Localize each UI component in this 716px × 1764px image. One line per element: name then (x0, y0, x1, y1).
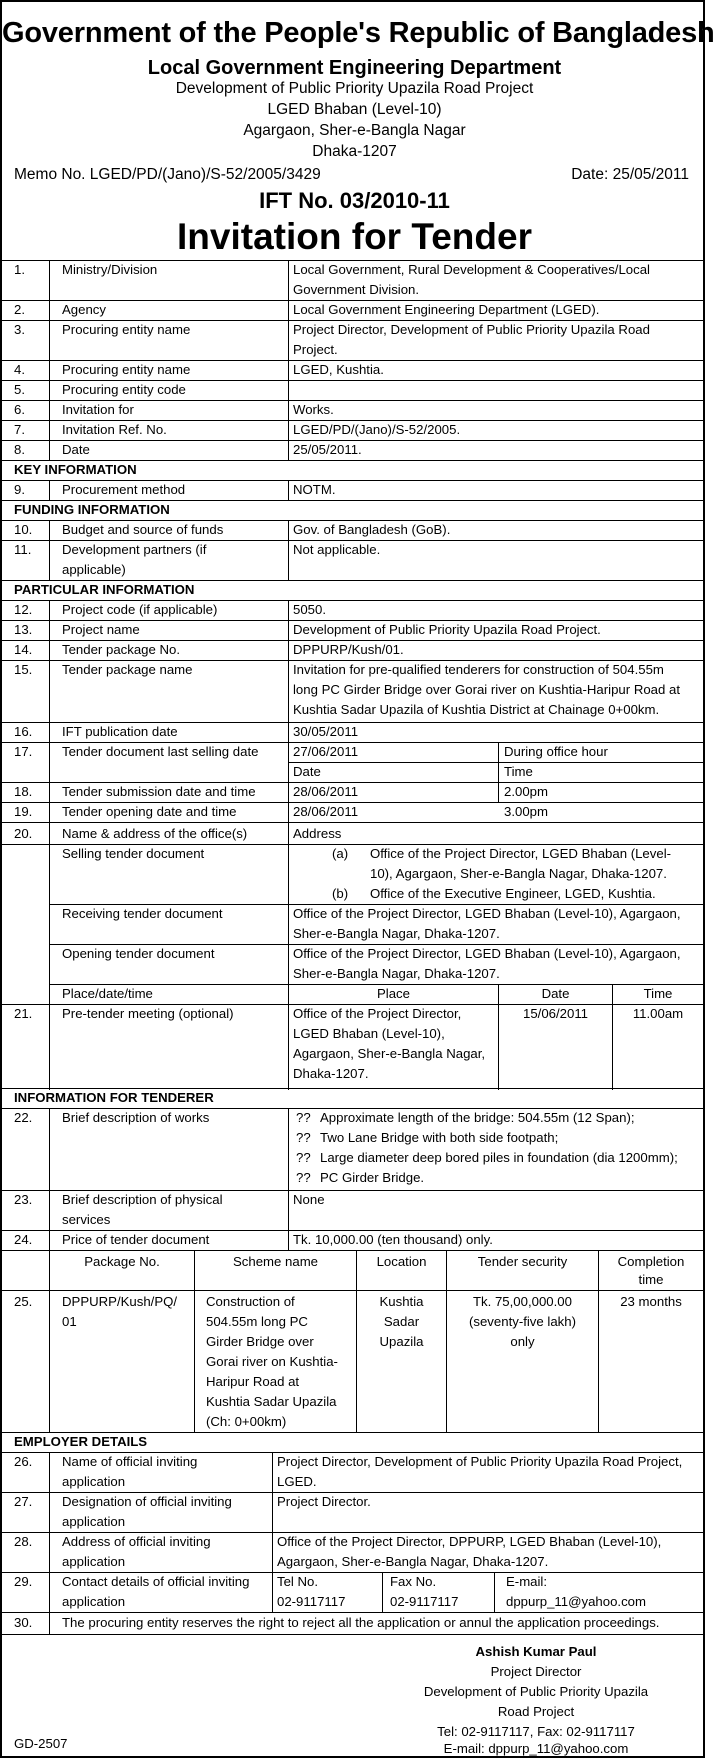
row-value: LGED/PD/(Jano)/S-52/2005. (293, 422, 461, 437)
row-value: LGED. (277, 1474, 317, 1489)
memo-date: Date: 25/05/2011 (571, 166, 689, 183)
fax-value: 02-9117117 (390, 1594, 459, 1609)
row-number: 19. (14, 804, 33, 819)
row-label: Invitation for (62, 402, 134, 417)
section-heading: FUNDING INFORMATION (14, 502, 170, 517)
signatory-email: E-mail: dppurp_11@yahoo.com (443, 1741, 629, 1756)
row-label: Tender submission date and time (62, 784, 256, 799)
row-number: 20. (14, 826, 33, 841)
table-rule (288, 480, 289, 500)
row-value: 15/06/2011 (522, 1006, 589, 1021)
location-value: Kushtia (379, 1294, 424, 1309)
row-value: Gov. of Bangladesh (GoB). (293, 522, 451, 537)
row-value: 27/06/2011 (293, 744, 359, 759)
security-value: (seventy-five lakh) (468, 1314, 576, 1329)
bullet-icon: ?? (296, 1170, 311, 1185)
row-value: Approximate length of the bridge: 504.55m (12 Span); (320, 1110, 635, 1125)
row-number: 30. (14, 1615, 33, 1630)
row-value: Office of the Executive Engineer, LGED, Kushtia. (370, 886, 656, 901)
row-number: 2. (14, 302, 25, 317)
row-value: Agargaon, Sher-e-Bangla Nagar, Dhaka-1207. (277, 1554, 549, 1569)
row-number: 3. (14, 322, 25, 337)
row-label: Project code (if applicable) (62, 602, 218, 617)
list-marker: (a) (332, 846, 349, 861)
row-label: Tender package No. (62, 642, 181, 657)
signatory-project: Road Project (497, 1704, 575, 1719)
row-value: Dhaka-1207. (293, 1066, 369, 1081)
row-label: services (62, 1212, 111, 1227)
project-name: Development of Public Priority Upazila Road Project (175, 80, 534, 97)
row-label: application (62, 1514, 126, 1529)
row-label: Project name (62, 622, 140, 637)
column-header-date: Date (541, 986, 570, 1001)
row-label: Opening tender document (62, 946, 215, 961)
row-number: 7. (14, 422, 25, 437)
scheme-name: 504.55m long PC (206, 1314, 308, 1329)
row-value: Invitation for pre-qualified tenderers for construction of 504.55m (293, 662, 664, 677)
row-value: Sher-e-Bangla Nagar, Dhaka-1207. (293, 926, 500, 941)
column-header-completion: time (638, 1272, 664, 1287)
row-value: DPPURP/Kush/01. (293, 642, 404, 657)
row-number: 13. (14, 622, 33, 637)
row-number: 23. (14, 1192, 33, 1207)
bullet-icon: ?? (296, 1150, 311, 1165)
row-label: Contact details of official inviting (62, 1574, 250, 1589)
row-value: 28/06/2011 (293, 804, 359, 819)
row-label: Price of tender document (62, 1232, 210, 1247)
package-number: DPPURP/Kush/PQ/ (62, 1294, 178, 1309)
table-rule (49, 1452, 50, 1634)
row-label: Tender document last selling date (62, 744, 259, 759)
row-value: Tk. 10,000.00 (ten thousand) only. (293, 1232, 493, 1247)
row-number: 27. (14, 1494, 33, 1509)
email-value: dppurp_11@yahoo.com (506, 1594, 646, 1609)
row-label: application (62, 1474, 126, 1489)
row-value: Not applicable. (293, 542, 381, 557)
tel-value: 02-9117117 (277, 1594, 346, 1609)
row-label: Brief description of physical (62, 1192, 223, 1207)
fax-label: Fax No. (390, 1574, 437, 1589)
scheme-name: Construction of (206, 1294, 295, 1309)
table-rule (288, 520, 289, 580)
table-rule (49, 520, 50, 580)
row-value: 3.00pm (504, 804, 548, 819)
row-label: Procuring entity name (62, 322, 191, 337)
security-value: Tk. 75,00,000.00 (473, 1294, 572, 1309)
row-value: Project Director, Development of Public Priority Upazila Road Project, (277, 1454, 683, 1469)
row-value: PC Girder Bridge. (320, 1170, 425, 1185)
row-number: 15. (14, 662, 33, 677)
row-label: application (62, 1594, 126, 1609)
row-value: Government Division. (293, 282, 420, 297)
row-number: 9. (14, 482, 25, 497)
row-label: Procuring entity name (62, 362, 191, 377)
row-number: 22. (14, 1110, 33, 1125)
column-header-time: Time (643, 986, 673, 1001)
scheme-name: Haripur Road at (206, 1374, 300, 1389)
row-value: 28/06/2011 (293, 784, 359, 799)
column-header-scheme: Scheme name (232, 1254, 319, 1269)
signatory-project: Development of Public Priority Upazila (423, 1684, 649, 1699)
row-value: Two Lane Bridge with both side footpath; (320, 1130, 559, 1145)
row-number: 8. (14, 442, 25, 457)
row-value: Project Director. (277, 1494, 371, 1509)
table-rule (288, 260, 289, 460)
row-label: IFT publication date (62, 724, 178, 739)
row-value: Sher-e-Bangla Nagar, Dhaka-1207. (293, 966, 500, 981)
signatory-title: Project Director (490, 1664, 582, 1679)
table-rule (288, 1108, 289, 1250)
list-marker: (b) (332, 886, 349, 901)
row-number: 29. (14, 1574, 33, 1589)
row-number: 24. (14, 1232, 33, 1247)
row-value: Office of the Project Director, (293, 1006, 462, 1021)
row-value: Large diameter deep bored piles in foundation (dia 1200mm); (320, 1150, 678, 1165)
row-value: Office of the Project Director, DPPURP, LGED Bhaban (Level-10), (277, 1534, 662, 1549)
row-label: Pre-tender meeting (optional) (62, 1006, 234, 1021)
row-value: 11.00am (632, 1006, 684, 1021)
memo-number: Memo No. LGED/PD/(Jano)/S-52/2005/3429 (14, 166, 321, 183)
row-label: Procuring entity code (62, 382, 186, 397)
row-label: Selling tender document (62, 846, 205, 861)
row-value: Address (293, 826, 342, 841)
table-rule (49, 480, 50, 500)
scheme-name: Kushtia Sadar Upazila (206, 1394, 337, 1409)
completion-value: 23 months (620, 1294, 682, 1309)
row-label: Name & address of the office(s) (62, 826, 248, 841)
row-value: The procuring entity reserves the right to reject all the application or annul the application proceedings. (62, 1615, 660, 1630)
scheme-name: Gorai river on Kushtia- (206, 1354, 338, 1369)
row-number: 1. (14, 262, 25, 277)
location-value: Sadar (383, 1314, 420, 1329)
table-rule (49, 260, 50, 460)
row-value: Office of the Project Director, LGED Bhaban (Level-10), Agargaon, (293, 906, 681, 921)
row-label: Development partners (if (62, 542, 207, 557)
row-number: 16. (14, 724, 33, 739)
row-number: 6. (14, 402, 25, 417)
row-number: 25. (14, 1294, 33, 1309)
package-number: 01 (62, 1314, 77, 1329)
row-label: Invitation Ref. No. (62, 422, 167, 437)
column-header-location: Location (376, 1254, 427, 1269)
row-label: Place/date/time (62, 986, 153, 1001)
row-value: Project. (293, 342, 338, 357)
table-rule (2, 822, 703, 823)
row-value: None (293, 1192, 325, 1207)
row-label: Tender opening date and time (62, 804, 237, 819)
row-number: 10. (14, 522, 33, 537)
location-value: Upazila (379, 1334, 424, 1349)
row-value: Office of the Project Director, LGED Bhaban (Level- (370, 846, 672, 861)
row-value: Project Director, Development of Public Priority Upazila Road (293, 322, 650, 337)
row-value: long PC Girder Bridge over Gorai river on Kushtia-Haripur Road at (293, 682, 681, 697)
section-heading: KEY INFORMATION (14, 462, 137, 477)
row-value: 30/05/2011 (293, 724, 359, 739)
table-rule (2, 1634, 703, 1635)
department-name: Local Government Engineering Department (147, 57, 562, 79)
row-value: LGED, Kushtia. (293, 362, 384, 377)
email-label: E-mail: (506, 1574, 548, 1589)
column-header-security: Tender security (477, 1254, 568, 1269)
section-heading: PARTICULAR INFORMATION (14, 582, 195, 597)
section-heading: EMPLOYER DETAILS (14, 1434, 148, 1449)
row-value: 2.00pm (504, 784, 548, 799)
row-value: Agargaon, Sher-e-Bangla Nagar, (293, 1046, 486, 1061)
scheme-name: (Ch: 0+00km) (206, 1414, 287, 1429)
column-header-time: Time (504, 764, 533, 779)
row-label: Date (62, 442, 90, 457)
signatory-name: Ashish Kumar Paul (475, 1644, 597, 1659)
table-rule (288, 600, 289, 1090)
row-value: 10), Agargaon, Sher-e-Bangla Nagar, Dhaka-1207. (370, 866, 667, 881)
column-header-package: Package No. (84, 1254, 160, 1269)
table-rule (382, 1572, 383, 1612)
row-label: Name of official inviting (62, 1454, 198, 1469)
row-value: NOTM. (293, 482, 336, 497)
row-number: 21. (14, 1006, 33, 1021)
row-number: 26. (14, 1454, 33, 1469)
column-header-place: Place (377, 986, 410, 1001)
signatory-contact: Tel: 02-9117117, Fax: 02-9117117 (437, 1724, 635, 1739)
scheme-name: Girder Bridge over (206, 1334, 314, 1349)
row-value: 5050. (293, 602, 327, 617)
row-label: Procurement method (62, 482, 186, 497)
table-rule (288, 762, 703, 763)
row-label: Brief description of works (62, 1110, 210, 1125)
row-number: 17. (14, 744, 33, 759)
row-value: During office hour (504, 744, 608, 759)
table-rule (498, 742, 499, 802)
bullet-icon: ?? (296, 1110, 311, 1125)
table-rule (272, 1452, 273, 1612)
security-value: only (510, 1334, 535, 1349)
row-value: Local Government, Rural Development & Cooperatives/Local (293, 262, 650, 277)
table-rule (49, 1250, 50, 1432)
building-name: LGED Bhaban (Level-10) (267, 101, 442, 118)
city-name: Dhaka-1207 (312, 143, 397, 160)
row-value: Kushtia Sadar Upazila of Kushtia District at Chainage 0+00km. (293, 702, 660, 717)
row-number: 5. (14, 382, 25, 397)
footer-code: GD-2507 (14, 1736, 68, 1751)
row-label: application (62, 1554, 126, 1569)
table-rule (49, 1108, 50, 1250)
row-label: Receiving tender document (62, 906, 223, 921)
column-header-completion: Completion (617, 1254, 685, 1269)
row-value: Office of the Project Director, LGED Bhaban (Level-10), Agargaon, (293, 946, 681, 961)
row-label: Agency (62, 302, 106, 317)
table-rule (494, 1572, 495, 1612)
row-number: 28. (14, 1534, 33, 1549)
row-number: 12. (14, 602, 33, 617)
row-value: Local Government Engineering Department (LGED). (293, 302, 600, 317)
row-value: Development of Public Priority Upazila Road Project. (293, 622, 601, 637)
table-rule (194, 1250, 195, 1432)
row-label: Designation of official inviting (62, 1494, 232, 1509)
row-number: 14. (14, 642, 33, 657)
ift-number: IFT No. 03/2010-11 (259, 188, 450, 213)
row-number: 18. (14, 784, 33, 799)
row-number: 11. (14, 542, 32, 557)
row-label: Budget and source of funds (62, 522, 224, 537)
page-title: Invitation for Tender (177, 216, 532, 257)
column-header-date: Date (293, 764, 321, 779)
row-value: 25/05/2011. (293, 442, 362, 457)
section-heading: INFORMATION FOR TENDERER (14, 1090, 214, 1105)
row-value: Works. (293, 402, 334, 417)
area-name: Agargaon, Sher-e-Bangla Nagar (243, 122, 466, 139)
government-title: Government of the People's Republic of Bangladesh (2, 17, 715, 49)
bullet-icon: ?? (296, 1130, 311, 1145)
tel-label: Tel No. (277, 1574, 319, 1589)
row-label: Tender package name (62, 662, 193, 677)
row-number: 4. (14, 362, 25, 377)
row-value: LGED Bhaban (Level-10), (293, 1026, 445, 1041)
row-label: Address of official inviting (62, 1534, 211, 1549)
row-label: Ministry/Division (62, 262, 158, 277)
row-label: applicable) (62, 562, 126, 577)
table-rule (49, 600, 50, 1090)
